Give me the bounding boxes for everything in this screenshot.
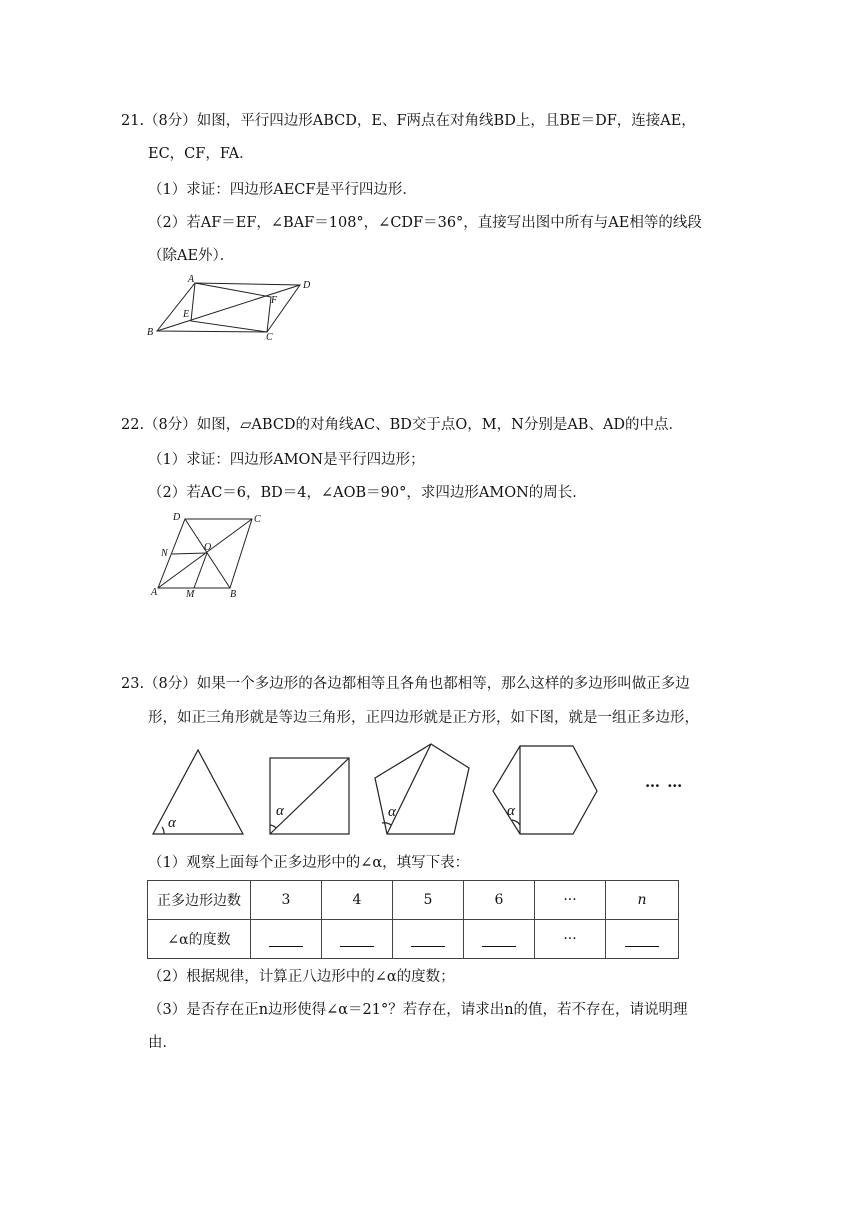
answer-blank[interactable] bbox=[482, 932, 516, 947]
q22-label-a: A bbox=[151, 587, 158, 598]
answer-blank[interactable] bbox=[411, 932, 445, 947]
table-cell: 6 bbox=[464, 881, 535, 920]
square-alpha-label: α bbox=[276, 803, 284, 819]
table-header-angle: ∠α的度数 bbox=[148, 920, 251, 959]
q21-part2-line2: （除AE外）． bbox=[148, 248, 235, 264]
q22-part2: （2）若AC＝6，BD＝4，∠AOB＝90°，求四边形AMON的周长． bbox=[148, 485, 587, 501]
q21-label-e: E bbox=[183, 309, 190, 320]
table-cell: ··· bbox=[535, 881, 606, 920]
table-row bbox=[148, 920, 679, 959]
q21-label-d: D bbox=[303, 280, 311, 291]
table-row bbox=[148, 881, 679, 920]
q22-parallelogram-figure bbox=[145, 508, 270, 600]
q22-label-m: M bbox=[186, 589, 195, 600]
q23-part3-line2: 由． bbox=[148, 1035, 177, 1051]
table-blank-cell[interactable] bbox=[606, 920, 679, 959]
q22-label-n: N bbox=[161, 548, 168, 559]
table-cell: 5 bbox=[393, 881, 464, 920]
q22-stem: 22.（8分）如图，▱ABCD的对角线AC、BD交于点O，M，N分别是AB、AD的中点． bbox=[121, 417, 684, 433]
q21-parallelogram-figure bbox=[140, 270, 320, 345]
table-blank-cell[interactable] bbox=[393, 920, 464, 959]
hexagon-alpha-label: α bbox=[507, 803, 515, 819]
table-blank-cell[interactable] bbox=[322, 920, 393, 959]
pentagon-alpha-label: α bbox=[388, 804, 396, 820]
q21-label-a: A bbox=[188, 274, 195, 285]
q22-label-b: B bbox=[230, 589, 237, 600]
q22-label-o: O bbox=[204, 542, 212, 553]
q21-label-f: F bbox=[271, 295, 278, 306]
q23-stem-line1: 23.（8分）如果一个多边形的各边都相等且各角也都相等，那么这样的多边形叫做正多边 bbox=[121, 676, 690, 692]
q22-label-c: C bbox=[254, 514, 261, 525]
q21-label-b: B bbox=[147, 327, 154, 338]
q22-part1: （1）求证：四边形AMON是平行四边形； bbox=[148, 452, 425, 468]
table-cell: 3 bbox=[251, 881, 322, 920]
q23-angle-table bbox=[147, 880, 679, 959]
table-header-sides: 正多边形边数 bbox=[148, 881, 251, 920]
table-cell: n bbox=[606, 881, 679, 920]
q23-part3-line1: （3）是否存在正n边形使得∠α＝21°？若存在，请求出n的值，若不存在，请说明理 bbox=[148, 1002, 688, 1018]
q21-part1: （1）求证：四边形AECF是平行四边形． bbox=[148, 182, 417, 198]
triangle-alpha-label: α bbox=[168, 815, 176, 831]
q22-label-d: D bbox=[173, 512, 181, 523]
q21-stem-line2: EC，CF，FA． bbox=[148, 146, 254, 162]
table-blank-cell[interactable] bbox=[464, 920, 535, 959]
q23-part1: （1）观察上面每个正多边形中的∠α，填写下表： bbox=[148, 855, 470, 871]
q23-polygon-ellipsis: … … bbox=[645, 773, 684, 791]
q21-label-c: C bbox=[266, 332, 273, 343]
answer-blank[interactable] bbox=[625, 932, 659, 947]
q21-stem-line1: 21.（8分）如图，平行四边形ABCD，E、F两点在对角线BD上，且BE＝DF，连接AE， bbox=[121, 113, 696, 129]
table-cell: ··· bbox=[535, 920, 606, 959]
q23-part2: （2）根据规律，计算正八边形中的∠α的度数； bbox=[148, 969, 455, 985]
answer-blank[interactable] bbox=[269, 932, 303, 947]
q23-regular-polygons-figure bbox=[145, 735, 615, 845]
q23-stem-line2: 形，如正三角形就是等边三角形，正四边形就是正方形，如下图，就是一组正多边形， bbox=[148, 710, 699, 726]
table-cell: 4 bbox=[322, 881, 393, 920]
table-blank-cell[interactable] bbox=[251, 920, 322, 959]
answer-blank[interactable] bbox=[340, 932, 374, 947]
q21-part2-line1: （2）若AF＝EF，∠BAF＝108°，∠CDF＝36°，直接写出图中所有与AE相等的线段 bbox=[148, 215, 702, 231]
